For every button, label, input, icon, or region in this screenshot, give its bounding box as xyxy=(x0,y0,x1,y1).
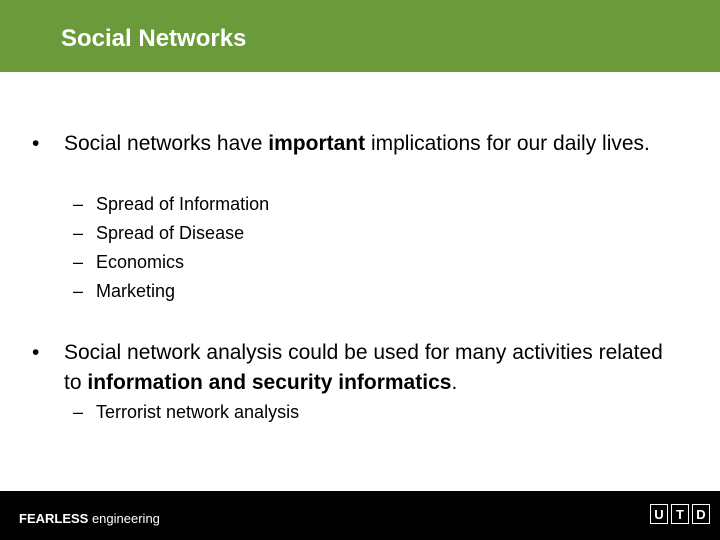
dash-marker: – xyxy=(73,281,84,301)
footer-brand xyxy=(19,511,160,526)
bullet-1-text xyxy=(64,129,684,159)
sub-item: Marketing xyxy=(96,281,176,301)
logo-letter: U xyxy=(650,504,668,524)
utd-logo xyxy=(650,504,710,524)
bullet-1-post: implications for our daily lives. xyxy=(365,132,650,155)
bullet-marker: • xyxy=(32,132,40,155)
dash-marker: – xyxy=(73,252,84,272)
slide-title: Social Networks xyxy=(61,25,247,52)
bullet-marker: • xyxy=(32,341,40,364)
sub-item: Spread of Information xyxy=(96,194,270,214)
footer-brand-light: engineering xyxy=(88,511,160,526)
bullet-1-emphasis: important xyxy=(268,132,366,155)
dash-marker: – xyxy=(73,402,84,422)
bullet-2-pre: Social network analysis could be used for many activities related to xyxy=(64,341,663,394)
sub-item: Economics xyxy=(96,252,185,272)
dash-marker: – xyxy=(73,223,84,243)
sub-item: Spread of Disease xyxy=(96,223,245,243)
bullet-2-emphasis: information and security informatics xyxy=(87,371,452,394)
logo-letter: T xyxy=(671,504,689,524)
sub-item: Terrorist network analysis xyxy=(96,402,300,422)
footer-bar xyxy=(0,491,720,540)
bullet-2-text xyxy=(64,338,684,398)
dash-marker: – xyxy=(73,194,84,214)
footer-brand-strong: FEARLESS xyxy=(19,511,89,526)
logo-letter: D xyxy=(692,504,710,524)
bullet-2-post: . xyxy=(451,371,458,394)
bullet-1-pre: Social networks have xyxy=(64,132,269,155)
